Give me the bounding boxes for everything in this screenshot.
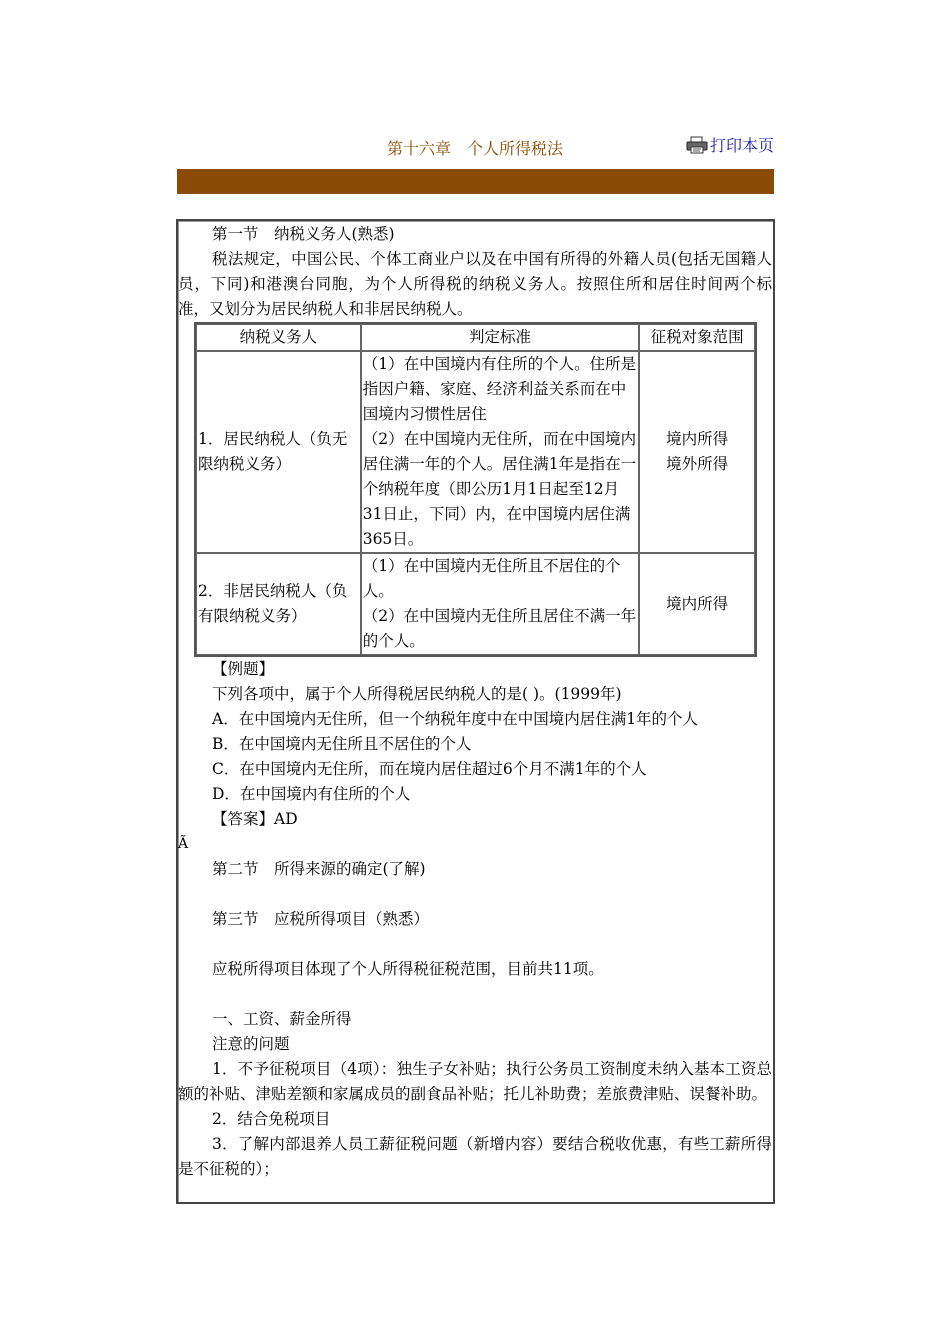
example-option: A．在中国境内无住所，但一个纳税年度中在中国境内居住满1年的个人: [212, 710, 699, 728]
table-cell-scope: [639, 351, 755, 553]
example-option: B．在中国境内无住所且不居住的个人: [212, 735, 472, 753]
section3-sub-heading: 一、工资、薪金所得: [212, 1010, 352, 1028]
header-bar: [177, 169, 774, 194]
example-question: 下列各项中，属于个人所得税居民纳税人的是( )。(1999年): [212, 685, 622, 703]
table-cell-scope: [639, 553, 755, 655]
scope-item: 境内所得: [666, 594, 729, 613]
criteria-item: （2）在中国境内无住所且居住不满一年的个人。: [362, 607, 637, 650]
example-answer: 【答案】AD: [212, 810, 298, 828]
taxpayer-table: [194, 322, 757, 657]
notes-label: 注意的问题: [212, 1035, 290, 1053]
print-page-link[interactable]: [686, 133, 774, 156]
scope-item: 境内所得: [666, 430, 729, 448]
table-cell-taxpayer: 2．非居民纳税人（负有限纳税义务）: [196, 553, 361, 655]
section3-heading: 第三节 应税所得项目（熟悉）: [212, 910, 430, 928]
example-label: 【例题】: [212, 660, 275, 678]
stray-character: Ã: [178, 836, 189, 852]
scope-item: 境外所得: [666, 455, 729, 473]
printer-icon: [686, 136, 708, 154]
section3-intro: 应税所得项目体现了个人所得税征税范围，目前共11项。: [212, 960, 604, 978]
table-cell-criteria: [361, 351, 639, 553]
table-header-cell: 纳税义务人: [196, 324, 361, 351]
table-row: [196, 553, 755, 655]
section1-heading: 第一节 纳税义务人(熟悉): [212, 225, 395, 243]
print-page-label[interactable]: 打印本页: [710, 136, 775, 155]
example-option: D．在中国境内有住所的个人: [212, 785, 411, 803]
table-header-cell: 征税对象范围: [639, 324, 755, 351]
criteria-item: （2）在中国境内无住所，而在中国境内居住满一年的个人。居住满1年是指在一个纳税年度（即公历1月1日起至12月31日止，下同）内，在中国境内居住满365日。: [362, 430, 637, 548]
note-item: 2．结合免税项目: [212, 1110, 331, 1128]
note-item: 1．不予征税项目（4项）：独生子女补贴；执行公务员工资制度未纳入基本工资总额的补贴、津贴差额和家属成员的副食品补贴；托儿补助费；差旅费津贴、误餐补助。: [178, 1060, 772, 1103]
example-option: C．在中国境内无住所，而在境内居住超过6个月不满1年的个人: [212, 760, 647, 778]
note-item: 3．了解内部退养人员工薪征税问题（新增内容）要结合税收优惠，有些工薪所得是不征税的）；: [178, 1135, 772, 1178]
criteria-item: （1）在中国境内有住所的个人。住所是指因户籍、家庭、经济利益关系而在中国境内习惯性居住: [362, 355, 637, 423]
table-cell-criteria: [361, 553, 639, 655]
section2-heading: 第二节 所得来源的确定(了解): [212, 860, 426, 878]
table-cell-taxpayer: 1．居民纳税人（负无限纳税义务）: [196, 351, 361, 553]
table-header-cell: 判定标准: [361, 324, 639, 351]
table-header-row: [196, 324, 755, 351]
page-title: 第十六章 个人所得税法: [386, 139, 563, 158]
content-body: [178, 222, 772, 1182]
table-row: [196, 351, 755, 553]
section1-intro: 税法规定，中国公民、个体工商业户以及在中国有所得的外籍人员(包括无国籍人员，下同)和港澳台同胞，为个人所得税的纳税义务人。按照住所和居住时间两个标准，又划分为居民纳税人和非居民纳税人。: [178, 250, 772, 318]
criteria-item: （1）在中国境内无住所且不居住的个人。: [362, 557, 621, 600]
